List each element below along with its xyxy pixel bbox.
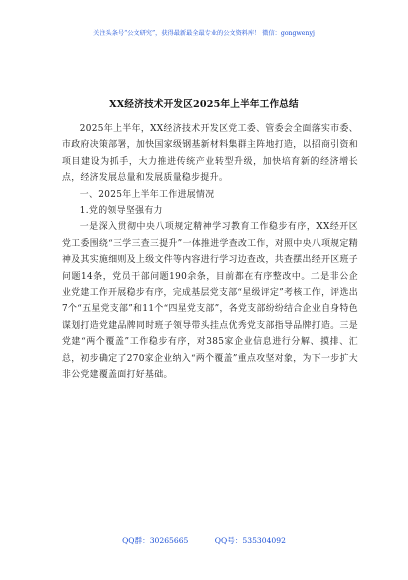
contact-footer — [0, 535, 408, 546]
qq-number-text: QQ号：535304092 — [214, 536, 286, 545]
document-body — [62, 121, 358, 384]
body-paragraph: 一是深入贯彻中央八项规定精神学习教育工作稳步有序，XX经开区党工委围绕“三学三查三提升”一体推进学查改工作，对照中央八项规定精神及其实施细则及上级文件等内容进行学习边查改，共查摆出经开区班子问题14条，党员干部问题190余条，目前都在有序整改中。二是非公企业党建工作开展稳步有序，完成基层党支部“星级评定”考核工作，评选出7个“五星党支部”和11个“四星党支部”，各党支部纷纷结合企业自身特色谋划打造党建品牌同时班子领导带头挂点优秀党支部指导品牌打造。三是党建“两个覆盖”工作稳步有序，对385家企业信息进行分解、摸排、汇总，初步确定了270家企业纳入“两个覆盖”重点攻坚对象，为下一步扩大非公党建覆盖面打好基础。 — [62, 222, 358, 381]
document-title: XX经济技术开发区2025年上半年工作总结 — [109, 99, 299, 110]
qq-group-text: QQ群：30265665 — [122, 536, 189, 545]
subsection-heading: 1.党的领导坚强有力 — [79, 206, 163, 217]
section-heading: 一、2025年上半年工作进展情况 — [79, 189, 215, 200]
promo-banner[interactable]: 关注头条号“公文研究”，获得最新最全最专业的公文资料库！ 微信：gongwenyj — [93, 30, 315, 37]
intro-paragraph: 2025年上半年，XX经济技术开发区党工委、管委会全面落实市委、市政府决策部署，加快国家级钢基新材料集群主阵地打造，以招商引资和项目建设为抓手，大力推进传统产业转型升级，加快培育新的经济增长点，经济发展总量和发展质量稳步提升。 — [62, 124, 358, 184]
